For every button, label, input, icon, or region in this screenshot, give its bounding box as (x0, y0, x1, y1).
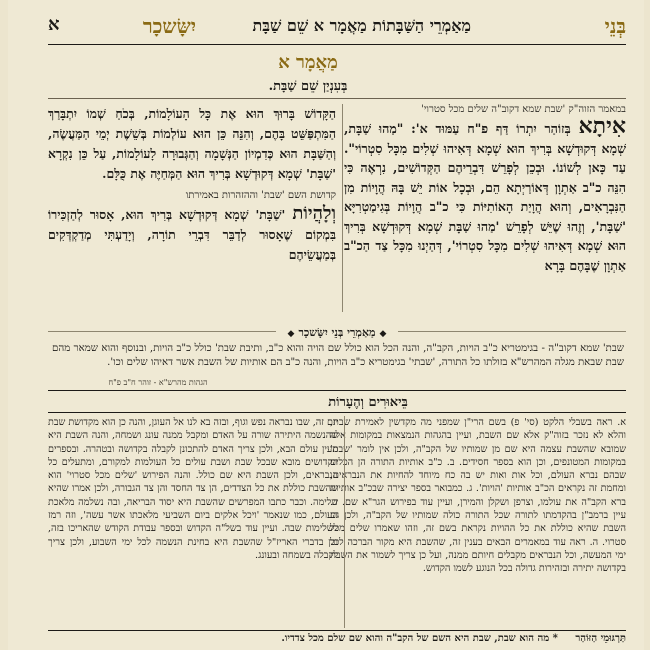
footer-text: * מה הוא שבת, שבת היא השם של הקב"ה והוא שם שלם מכל צדדיו. (281, 633, 558, 644)
notes-left-column: יום זה, שבו נבראה נפש וגוף, ובזה בא לנו אל העוגן, והנה כן הוא מקדושת שבת שהנשמה היתירה שורה על האדם ומקבל ממנה עונג ושמחה, והנה השבת היא מעין עולם הבא, ולכן צריך האדם להתכונן לקבלה בקדושה ובטהרה. ובספרים הקדושים מובא שבכל שבת ושבת עולים כל העולמות למקורם, ומתעלים כל הנבראים, ולכן השבת היא שם כולל. והנה הפירוש 'שלים מכל סטרוי' הוא שהשבת כוללת את כל הצדדים, הן צד החסד והן צד הגבורה, ולכן אמרו שהיא שלימה. וכבר כתבו המפרשים שהשבת היא יסוד הבריאה, ובה נשלמה מלאכת העולם, כמו שנאמר 'ויכל אלקים ביום השביעי מלאכתו אשר עשה', וזה רמז לשלימות שבה. ועיין עוד בשל"ה הקדוש ובספר עבודת הקודש שהאריכו בזה, וכן בדברי האריז"ל שהשבת היא בחינת הנשמה לכל ימי השבוע, ולכן צריך לקבלה בשמחה ובעונג. (48, 417, 338, 561)
notes-header (48, 390, 626, 413)
footer-label: תַּרְגּוּמֵי הַזּוֹהַר (575, 633, 626, 644)
running-head-title: בְּנֵי (604, 14, 626, 38)
notes-heading: בֵּיאוּרִים וְהֶעָרוֹת (328, 395, 408, 410)
subtitle-rule (48, 98, 626, 99)
running-head (48, 14, 626, 42)
paragraph-two-opening-word: וְלָהֲיוֹת (292, 203, 336, 224)
paragraph-two (48, 204, 336, 265)
footer (48, 633, 626, 649)
ornament-label-wrap (276, 326, 399, 339)
main-text-right-column (344, 104, 626, 312)
running-head-chapter: מַאַמְרֵי הַשַּׁבָּתוֹת מַאֲמָר א שֵׁם שַׁבָּת (252, 16, 471, 35)
paragraph-two-text: 'שַׁבָּת' שְׁמָא דְּקוּדְשָׁא בְּרִיךְ הוּא, אָסוּר לְהַזְכִּירוֹ בִּמְקוֹם שֶׁאָסוּר לְדַבֵּר דִּבְרֵי תוֹרָה, וְיָדַעְתִּי מְדַקְדְּקִים בְּמַעֲשֵׂיהֶם (48, 207, 336, 262)
footer-rule (48, 630, 626, 631)
diamond-ornament-icon: ◆ (287, 328, 295, 339)
running-head-book: יִשָּׂשכָר (142, 14, 196, 38)
notes-rule (48, 412, 626, 413)
commentary-excerpt: שבת' שמא דקוב"ה - בגימטריא כ"ב הויות, הקב"ה, והנה הכל הוא כולל שם הויה והוא כ"ב, ותיבת שבת' כולל כ"ב הויות, ובנוסף והוא שמאר מהם שבת שבאת מגלה המהרש"א בזולתו כל התורה, 'שבתי' בגימטריא כ"ב הויות, והנה כ"ב הם אותיות של השבת אשר דאיהו שלים וכו'. (52, 343, 624, 368)
header-rule (48, 44, 626, 45)
ornament-bar (48, 324, 626, 340)
notes-right-column: א. ראה בשבלי הלקט (סי' פ) בשם הרי"ן שמפני מה מקדשין לאמירת שבת, והלא לא נזכר בזוה"ק אלא שם השבת, ועיין בהגהות הנמצאות במקומות אלה שמובא שהשבת עצמה היא שם מן שמותיו של הקב"ה, ולכן אין לומר 'שבת' במקומות המטונפים, וכן הוא בספר חסידים. ב. כ"ב אותיות התורה הן הכלים שבהם נברא העולם, וכל אות ואות יש בה כח מיוחד להחיות את הנבראים, ומחמת זה נקראים הכ"ב אותיות 'הויות'. ג. כמבואר בספר יצירה שבכ"ב אותיות ברא הקב"ה את עולמו, וצרפן ושקלן והמירן, ועיין עוד בפירוש הגר"א שם. ד. עיין ברמב"ן בהקדמתו לתורה שכל התורה כולה שמותיו של הקב"ה, ולכן גם השבת שהיא כוללת את כל ההויות נקראת בשם זה, וזהו שאמרו שלים מכל סטרוי. ה. ראה עוד במאמרים הבאים בענין זה, שהשבת היא מקור הברכה לכל ימי המעשה, וכל הנבראים מקבלים חיותם ממנה, ועל כן צריך לשמור את השבת בקדושה יתירה ובזהירות גדולה בכל הנוגע לשמו הקדוש. (330, 417, 626, 575)
ornament-label: מַאַמְרֵי בְּנֵי יִשָּׂשכָר (298, 325, 376, 339)
source-note: במאמר הזוה"ק 'שבת שמא דקוב"ה שלים מכל סטרוי' (421, 104, 626, 115)
side-note: קדושת השם 'שבת' וההזהרות באמירתו (185, 190, 336, 201)
column-divider (342, 104, 343, 312)
main-text-left-column (48, 104, 336, 312)
main-text-body (344, 113, 626, 275)
excerpt-source: הגהות מהרש"א - זוהר ח"ב פ"ח (108, 378, 208, 387)
diamond-ornament-icon: ◆ (379, 328, 387, 339)
notes-column-divider (344, 416, 345, 628)
book-page (8, 0, 644, 650)
opening-word: אִיתָא (578, 113, 626, 139)
maamar-subtitle: בְּעִנְיַן שֵׁם שַׁבָּת. (268, 79, 348, 94)
main-text-left: הַקָּדוֹשׁ בָּרוּךְ הוּא אֶת כָּל הָעוֹלָמוֹת, בְּכֹחַ שְׁמוֹ יִתְבָּרַךְ הַמִּתְפַּשֵּׁט בָּהֶם, וְהִנֵּה כֵּן הוּא עוֹלְמוֹת בְּשֵׁשֶׁת יְמֵי הַמַּעֲשֶׂה, וְהַשַּׁבָּת הוּא כְּדִמְיוֹן הַנְּשָׁמָה וְהַגְּבוּרָה לָעוֹלָמוֹת, עַל כֵּן נִקְרָא 'שַׁבָּת' שְׁמָא דְּקוּדְשָׁא בְּרִיךְ הוּא הַמְּחַיֶּה אֶת כֻּלָּם. (48, 106, 336, 181)
page-number: א (48, 14, 60, 35)
maamar-title: מַאֲמָר א (278, 52, 338, 73)
main-text-right: בְּזוֹהַר יִתְרוֹ דַּף פ"ח עַמּוּד א': "מַהוּ שַׁבָּת, שְׁמָא דְּקוּדְשָׁא בְּרִיךְ הוּא שְׁמָא דְּאִיהוּ שְׁלִים מִכָּל סִטְרוֹי". עַד כָּאן לְשׁוֹנוֹ. וּבְכֵן לְפָרֵשׁ דִּבְרֵיהֶם הַקְּדוֹשִׁים, נִרְאֶה כִּי הִנֵּה כ"ב אַתְוָן דְּאוֹרַיְתָא הֵם, וּבְכָל אוֹת יֵשׁ בָּהּ הֲוָיוֹת מִן הַנִּבְרָאִים, וְהוּא הֲוָיַת הָאוֹתִיּוֹת כִּי כ"ב הֲוָיוֹת בְּגִימַטְרִיָּא 'שַׁבָּת', וְזֶהוּ שֶׁיֵּשׁ לְפָרֵשׁ 'מַהוּ שַׁבָּת שְׁמָא דְּקוּדְשָׁא בְּרִיךְ הוּא שְׁמָא דְּאִיהוּ שְׁלִים מִכָּל סִטְרוֹי', דְּהַיְנוּ מִכָּל צַד הַכ"ב אַתְוָן שֶׁבָּהֶם בָּרָא (344, 121, 626, 273)
